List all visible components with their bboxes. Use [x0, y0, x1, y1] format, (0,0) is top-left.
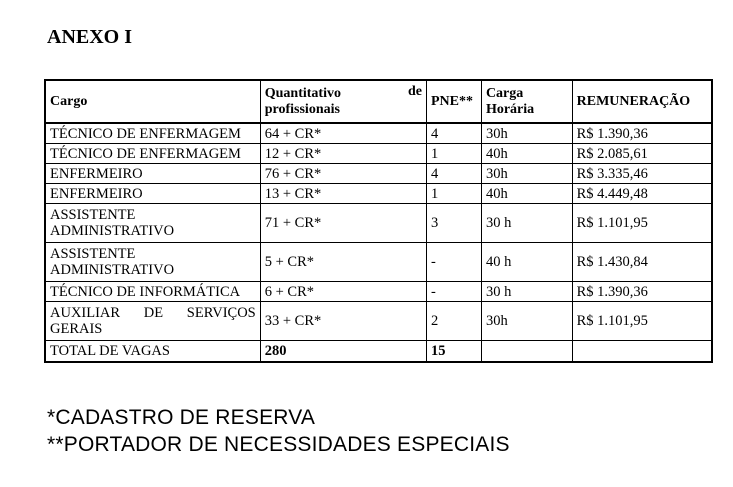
table-row: [45, 144, 712, 164]
cell-quantitativo: 76 + CR*: [260, 164, 426, 184]
vacancies-table: [44, 79, 713, 363]
cell-cargo-line2: GERAIS: [50, 321, 103, 337]
header-pne: PNE**: [426, 80, 481, 123]
footnote-pne: **PORTADOR DE NECESSIDADES ESPECIAIS: [47, 433, 510, 456]
cell-quantitativo: 6 + CR*: [260, 282, 426, 302]
cell-remuneracao: R$ 1.430,84: [572, 243, 712, 282]
table-total-row: [45, 341, 712, 363]
table-row: [45, 282, 712, 302]
header-profissionais-label: profissionais: [264, 101, 340, 117]
cell-carga: 40h: [481, 144, 572, 164]
total-quantitativo: 280: [260, 341, 426, 363]
header-quantitativo-label: Quantitativo: [264, 85, 341, 101]
cell-cargo: [45, 243, 260, 282]
cell-quantitativo: 5 + CR*: [260, 243, 426, 282]
cell-carga: 30 h: [481, 282, 572, 302]
cell-pne: 1: [426, 144, 481, 164]
table-header-row: [45, 80, 712, 123]
cell-quantitativo: 33 + CR*: [260, 302, 426, 341]
cell-remuneracao: R$ 3.335,46: [572, 164, 712, 184]
cell-carga: 40 h: [481, 243, 572, 282]
cell-cargo-line1: AUXILIAR DE SERVIÇOS: [50, 305, 256, 321]
total-pne: 15: [426, 341, 481, 363]
cell-remuneracao: R$ 2.085,61: [572, 144, 712, 164]
cell-carga: 30h: [481, 123, 572, 144]
cell-quantitativo: 12 + CR*: [260, 144, 426, 164]
cell-remuneracao: R$ 4.449,48: [572, 184, 712, 204]
header-carga-label: Carga: [485, 85, 524, 101]
footnotes: [47, 404, 510, 458]
cell-carga: 30h: [481, 302, 572, 341]
header-quantitativo: [260, 80, 426, 123]
total-label: TOTAL DE VAGAS: [45, 341, 260, 363]
cell-cargo-line1: ASSISTENTE: [50, 246, 136, 262]
total-remuneracao-empty: [572, 341, 712, 363]
total-carga-empty: [481, 341, 572, 363]
cell-remuneracao: R$ 1.101,95: [572, 204, 712, 243]
table-row: [45, 164, 712, 184]
cell-carga: 40h: [481, 184, 572, 204]
cell-pne: 2: [426, 302, 481, 341]
table-row: [45, 302, 712, 341]
cell-cargo: [45, 302, 260, 341]
cell-carga: 30h: [481, 164, 572, 184]
cell-pne: 4: [426, 123, 481, 144]
table-row: [45, 243, 712, 282]
header-horaria-label: Horária: [485, 101, 535, 117]
cell-cargo-line2: ADMINISTRATIVO: [50, 262, 175, 278]
cell-cargo: TÉCNICO DE INFORMÁTICA: [45, 282, 260, 302]
cell-pne: 1: [426, 184, 481, 204]
cell-quantitativo: 71 + CR*: [260, 204, 426, 243]
cell-quantitativo: 13 + CR*: [260, 184, 426, 204]
cell-cargo: TÉCNICO DE ENFERMAGEM: [45, 144, 260, 164]
header-cargo: Cargo: [45, 80, 260, 123]
table-row: [45, 184, 712, 204]
footnote-cr: *CADASTRO DE RESERVA: [47, 406, 316, 429]
cell-remuneracao: R$ 1.390,36: [572, 123, 712, 144]
cell-remuneracao: R$ 1.390,36: [572, 282, 712, 302]
table-row: [45, 123, 712, 144]
cell-cargo: ENFERMEIRO: [45, 164, 260, 184]
cell-cargo-line2: ADMINISTRATIVO: [50, 223, 175, 239]
header-quantitativo-de: de: [407, 84, 422, 99]
cell-cargo: TÉCNICO DE ENFERMAGEM: [45, 123, 260, 144]
cell-pne: 4: [426, 164, 481, 184]
cell-quantitativo: 64 + CR*: [260, 123, 426, 144]
cell-carga: 30 h: [481, 204, 572, 243]
header-carga-horaria: [481, 80, 572, 123]
cell-pne: -: [426, 243, 481, 282]
cell-cargo: [45, 204, 260, 243]
cell-cargo-line1: ASSISTENTE: [50, 207, 136, 223]
cell-pne: -: [426, 282, 481, 302]
cell-remuneracao: R$ 1.101,95: [572, 302, 712, 341]
cell-cargo: ENFERMEIRO: [45, 184, 260, 204]
page-title: ANEXO I: [47, 26, 133, 48]
table-row: [45, 204, 712, 243]
cell-pne: 3: [426, 204, 481, 243]
header-remuneracao: REMUNERAÇÃO: [572, 80, 712, 123]
